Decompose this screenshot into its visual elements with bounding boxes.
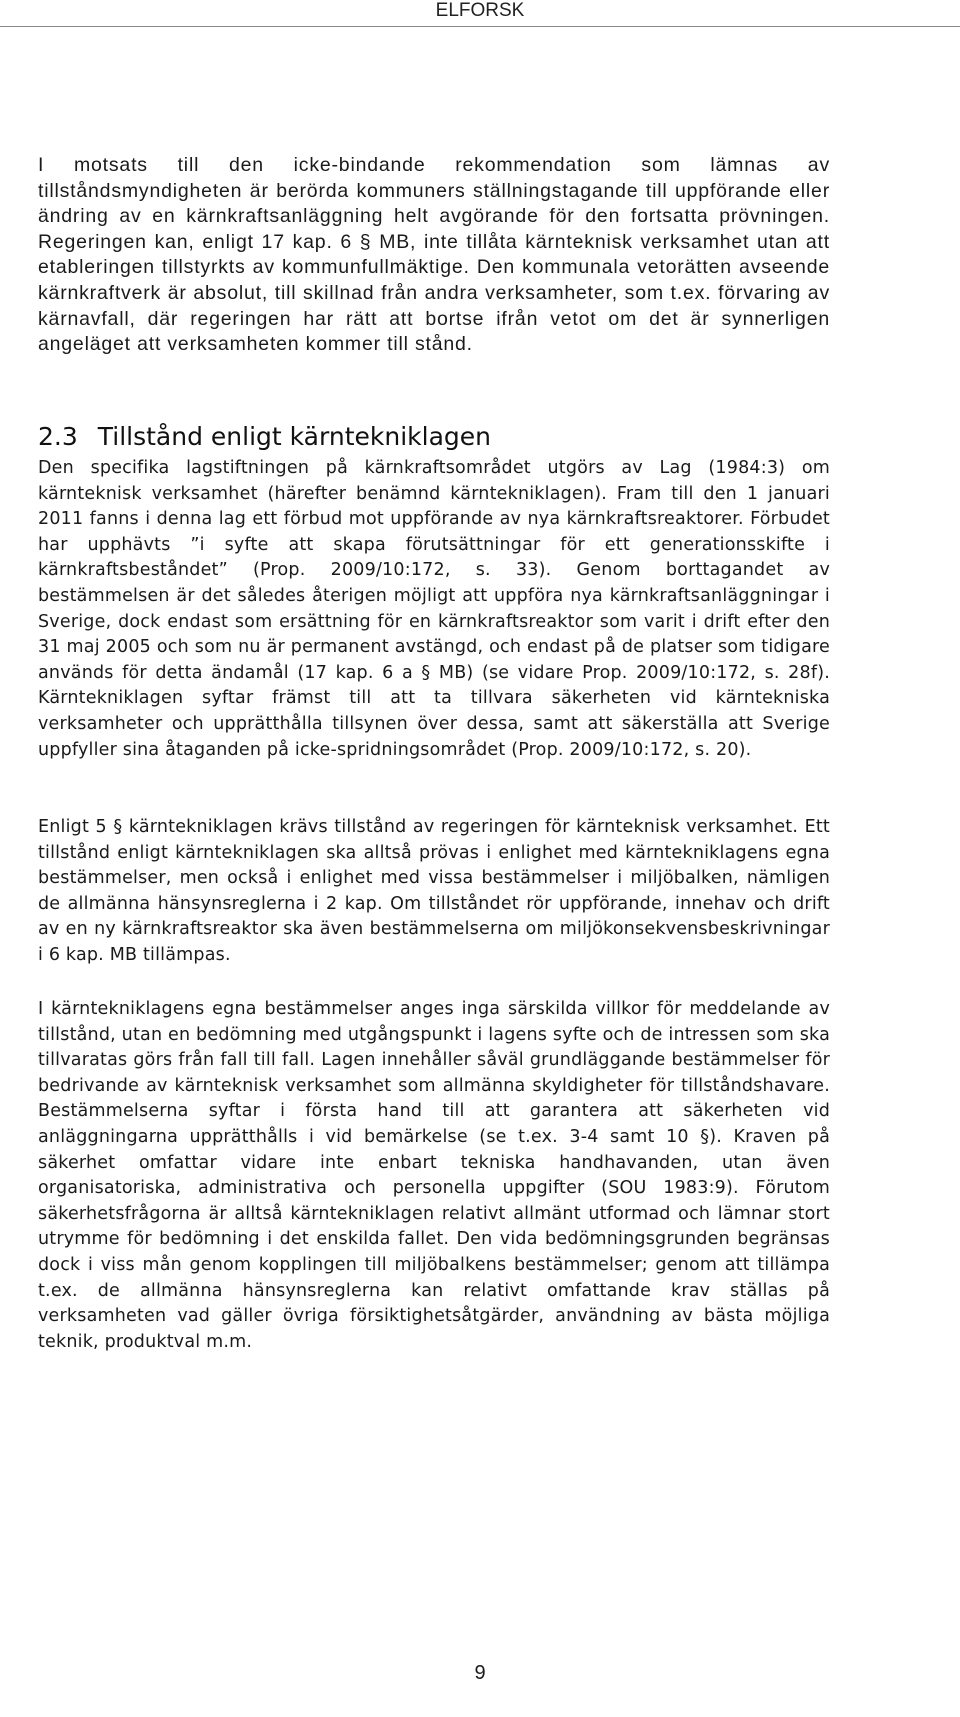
paragraph-provisions: I kärntekniklagens egna bestämmelser anges inga särskilda villkor för meddelande av tillstånd, utan en bedömning med utgångspunkt i lagens syfte och de intressen som ska tillvaratas görs från fall till fall. Lagen innehåller såväl grundläggande bestämmelser för bedrivande av kärnteknisk verksamhet som allmänna skyldigheter för tillståndshavare. Bestämmelserna syftar i första hand till att garantera att säkerheten vid anläggningarna upprätthålls i vid bemärkelse (se t.ex. 3-4 samt 10 §). Kraven på säkerhet omfattar vidare inte enbart tekniska handhavanden, utan även organisatoriska, administrativa och personella uppgifter (SOU 1983:9). Förutom säkerhetsfrågorna är alltså kärntekniklagen relativt allmänt utformad och lämnar stort utrymme för bedömning i det enskilda fallet. Den vida bedömningsgrunden begränsas dock i viss mån genom kopplingen till miljöbalkens bestämmelser; genom att tillämpa t.ex. de allmänna hänsynsreglerna kan relativt omfattande krav ställas på verksamheten vad gäller övriga försiktighetsåtgärder, användning av bästa möjliga teknik, produktval m.m. xyxy=(38,999,830,1352)
paragraph-legislation: Den specifika lagstiftningen på kärnkraftsområdet utgörs av Lag (1984:3) om kärnteknisk verksamhet (härefter benämnd kärntekniklagen). Fram till den 1 januari 2011 fanns i denna lag ett förbud mot uppförande av nya kärnkraftsreaktorer. Förbudet har upphävts ”i syfte att skapa förutsättningar för ett generationsskifte i kärnkraftsbeståndet” (Prop. 2009/10:172, s. 33). Genom borttagandet av bestämmelsen är det således återigen möjligt att uppföra nya kärnkraftsanläggningar i Sverige, dock endast som ersättning för en kärnkraftsreaktor som varit i drift efter den 31 maj 2005 och som nu är permanent avstängd, och endast på de platser som tidigare används för detta ändamål (17 kap. 6 a § MB) (se vidare Prop. 2009/10:172, s. 28f). Kärntekniklagen syftar främst till att ta tillvara säkerheten vid kärntekniska verksamheter och upprätthålla tillsynen över dessa, samt att säkerställa att Sverige uppfyller sina åtaganden på icke-spridningsområdet (Prop. 2009/10:172, s. 20). xyxy=(38,458,830,760)
section-title: Tillstånd enligt kärntekniklagen xyxy=(97,422,491,451)
paragraph-municipal-veto: I motsats till den icke-bindande rekommendation som lämnas av tillståndsmyndigheten är berörda kommuners ställningstagande till uppförande eller ändring av en kärnkraftsanläggning helt avgörande för den fortsatta prövningen. Regeringen kan, enligt 17 kap. 6 § MB, inte tillåta kärnteknisk verksamhet utan att etableringen tillstyrkts av kommunfullmäktige. Den kommunala vetorätten avseende kärnkraftverk är absolut, till skillnad från andra verksamheter, som t.ex. förvaring av kärnavfall, där regeringen har rätt att bortse ifrån vetot om det är synnerligen angeläget att verksamheten kommer till stånd. xyxy=(38,154,830,356)
running-header: ELFORSK xyxy=(435,0,525,21)
page-number: 9 xyxy=(474,1662,486,1684)
section-number: 2.3 xyxy=(38,422,78,451)
header-divider xyxy=(0,26,960,27)
paragraph-permit-requirement: Enligt 5 § kärntekniklagen krävs tillstånd av regeringen för kärnteknisk verksamhet. Ett tillstånd enligt kärntekniklagen ska alltså prövas i enlighet med kärntekniklagens egna bestämmelser, men också i enlighet med vissa bestämmelser i miljöbalken, nämligen de allmänna hänsynsreglerna i 2 kap. Om tillståndet rör uppförande, innehav och drift av en ny kärnkraftsreaktor ska även bestämmelserna om miljökonsekvensbeskrivningar i 6 kap. MB tillämpas. xyxy=(38,817,830,965)
section-heading xyxy=(38,420,491,454)
